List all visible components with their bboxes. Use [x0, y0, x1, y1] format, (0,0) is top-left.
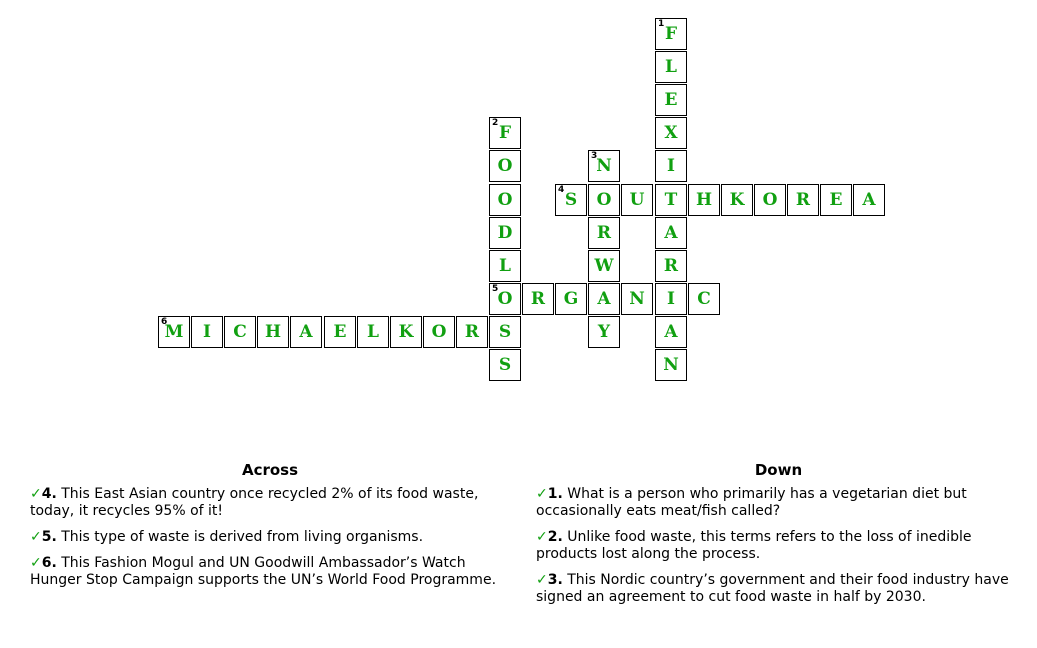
- grid-cell[interactable]: E: [324, 316, 356, 348]
- grid-cell[interactable]: L: [357, 316, 389, 348]
- clue-across-5[interactable]: [30, 529, 510, 546]
- grid-cell[interactable]: K: [390, 316, 422, 348]
- grid-cell[interactable]: N: [655, 349, 687, 381]
- clue-number-label: 4: [558, 185, 565, 195]
- check-icon: ✓: [30, 529, 42, 545]
- grid-cell[interactable]: O 5: [489, 283, 521, 315]
- check-icon: ✓: [536, 529, 548, 545]
- grid-cell[interactable]: D: [489, 217, 521, 249]
- grid-cell[interactable]: N 3: [588, 150, 620, 182]
- grid-cell[interactable]: W: [588, 250, 620, 282]
- grid-cell[interactable]: A: [655, 217, 687, 249]
- clue-text: This type of waste is derived from living organisms.: [56, 529, 424, 545]
- grid-cell[interactable]: F 1: [655, 18, 687, 50]
- grid-cell[interactable]: T: [655, 184, 687, 216]
- grid-cell[interactable]: L: [655, 51, 687, 83]
- grid-cell[interactable]: O: [489, 150, 521, 182]
- down-clues: [536, 462, 1021, 615]
- grid-cell[interactable]: I: [655, 150, 687, 182]
- grid-cell[interactable]: A: [290, 316, 322, 348]
- grid-cell[interactable]: R: [655, 250, 687, 282]
- grid-cell[interactable]: U: [621, 184, 653, 216]
- grid-cell[interactable]: X: [655, 117, 687, 149]
- clue-text: This East Asian country once recycled 2% of its food waste, today, it recycles 95% of it!: [30, 486, 479, 519]
- grid-cell[interactable]: R: [456, 316, 488, 348]
- check-icon: ✓: [536, 572, 548, 588]
- clue-number: 5.: [41, 529, 57, 545]
- clue-text: This Fashion Mogul and UN Goodwill Ambassador’s Watch Hunger Stop Campaign supports the UN’s World Food Programme.: [30, 555, 497, 588]
- grid-cell[interactable]: L: [489, 250, 521, 282]
- grid-cell[interactable]: R: [522, 283, 554, 315]
- grid-cell[interactable]: S 4: [555, 184, 587, 216]
- clue-number: 1.: [547, 486, 563, 502]
- grid-cell[interactable]: S: [489, 349, 521, 381]
- clue-number-label: 6: [161, 317, 168, 327]
- grid-cell[interactable]: A: [853, 184, 885, 216]
- clue-number: 3.: [547, 572, 563, 588]
- clue-number-label: 5: [492, 284, 499, 294]
- clue-down-3[interactable]: [536, 572, 1021, 606]
- clue-down-1[interactable]: [536, 486, 1021, 520]
- grid-cell[interactable]: I: [191, 316, 223, 348]
- grid-cell[interactable]: Y: [588, 316, 620, 348]
- grid-cell[interactable]: S: [489, 316, 521, 348]
- grid-cell[interactable]: K: [721, 184, 753, 216]
- grid-cell[interactable]: A: [655, 316, 687, 348]
- grid-cell[interactable]: F 2: [489, 117, 521, 149]
- grid-cell[interactable]: R: [588, 217, 620, 249]
- clue-number-label: 2: [492, 118, 499, 128]
- grid-cell[interactable]: N: [621, 283, 653, 315]
- grid-cell[interactable]: R: [787, 184, 819, 216]
- grid-cell[interactable]: I: [655, 283, 687, 315]
- grid-cell[interactable]: M 6: [158, 316, 190, 348]
- clue-number: 6.: [41, 555, 57, 571]
- check-icon: ✓: [30, 486, 42, 502]
- grid-cell[interactable]: C: [224, 316, 256, 348]
- grid-cell[interactable]: H: [257, 316, 289, 348]
- grid-cell[interactable]: G: [555, 283, 587, 315]
- clue-text: This Nordic country’s government and their food industry have signed an agreement to cut food waste in half by 2030.: [536, 572, 1009, 605]
- down-heading: Down: [754, 461, 803, 479]
- clue-down-2[interactable]: [536, 529, 1021, 563]
- grid-cell[interactable]: O: [754, 184, 786, 216]
- clue-number-label: 3: [591, 151, 598, 161]
- across-clues: [30, 462, 510, 598]
- clue-across-6[interactable]: [30, 555, 510, 589]
- check-icon: ✓: [536, 486, 548, 502]
- grid-cell[interactable]: C: [688, 283, 720, 315]
- grid-cell[interactable]: E: [655, 84, 687, 116]
- grid-cell[interactable]: H: [688, 184, 720, 216]
- clue-number: 2.: [547, 529, 563, 545]
- grid-cell[interactable]: A: [588, 283, 620, 315]
- clue-number-label: 1: [658, 19, 665, 29]
- clue-number: 4.: [41, 486, 57, 502]
- grid-cell[interactable]: O: [588, 184, 620, 216]
- grid-cell[interactable]: O: [423, 316, 455, 348]
- check-icon: ✓: [30, 555, 42, 571]
- grid-cell[interactable]: E: [820, 184, 852, 216]
- across-heading: Across: [241, 461, 299, 479]
- grid-cell[interactable]: O: [489, 184, 521, 216]
- clue-text: Unlike food waste, this terms refers to the loss of inedible products lost along the process.: [536, 529, 972, 562]
- clue-text: What is a person who primarily has a vegetarian diet but occasionally eats meat/fish called?: [536, 486, 967, 519]
- clue-across-4[interactable]: [30, 486, 510, 520]
